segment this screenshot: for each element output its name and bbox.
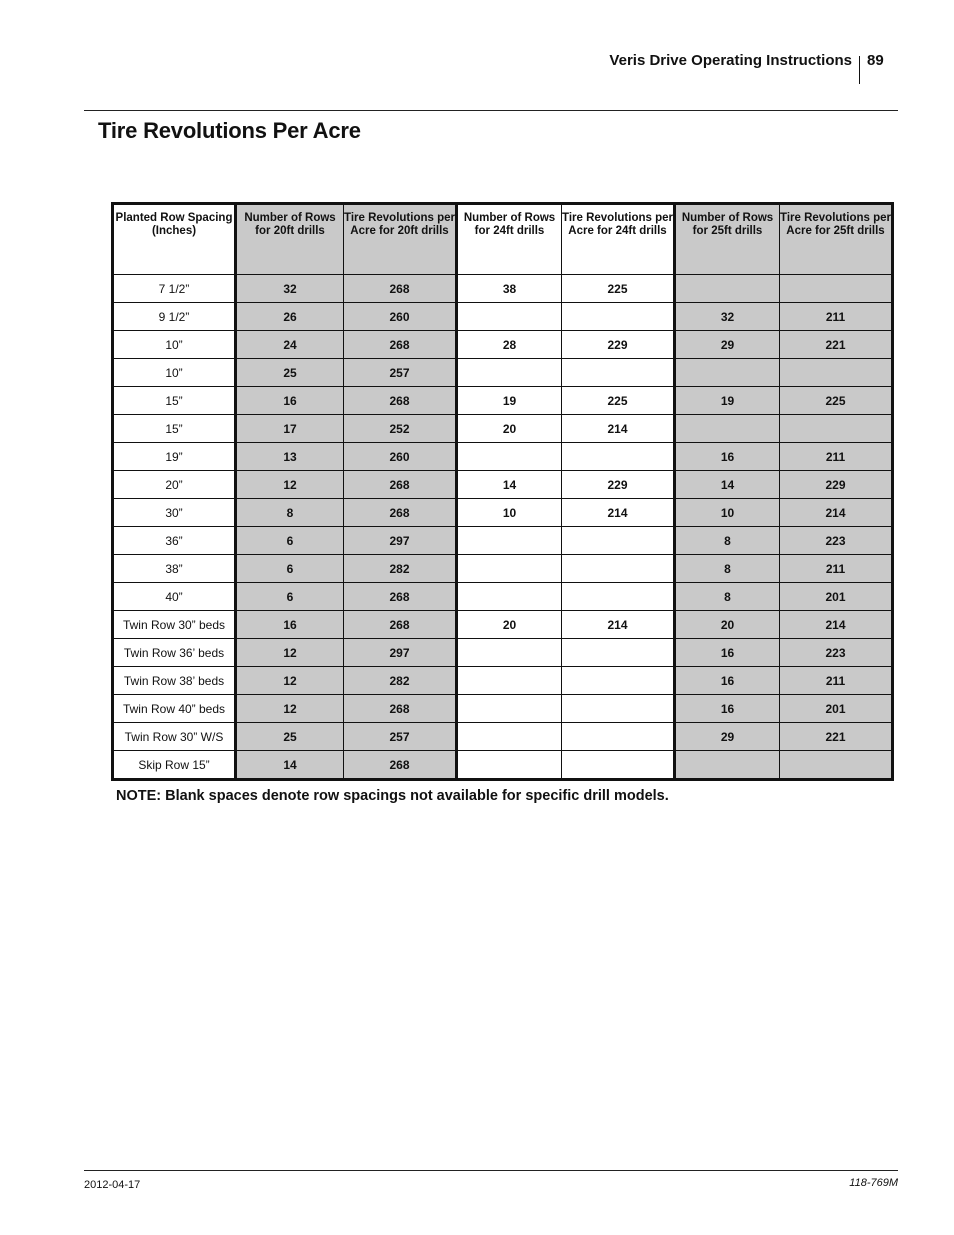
- value-cell: 19: [675, 387, 780, 415]
- value-cell: [457, 695, 562, 723]
- value-cell: 225: [780, 387, 893, 415]
- value-cell: 10: [457, 499, 562, 527]
- value-cell: 20: [675, 611, 780, 639]
- value-cell: 268: [344, 387, 457, 415]
- table-row: [113, 331, 893, 359]
- value-cell: [780, 275, 893, 303]
- tire-revolutions-table: [111, 202, 894, 781]
- note-text: NOTE: Blank spaces denote row spacings not available for specific drill models.: [116, 788, 669, 804]
- value-cell: 260: [344, 443, 457, 471]
- value-cell: 14: [457, 471, 562, 499]
- bottom-rule: [84, 1170, 898, 1171]
- value-cell: 268: [344, 751, 457, 780]
- value-cell: 252: [344, 415, 457, 443]
- value-cell: [457, 359, 562, 387]
- value-cell: [562, 443, 675, 471]
- value-cell: 223: [780, 527, 893, 555]
- value-cell: 16: [675, 639, 780, 667]
- value-cell: 25: [236, 359, 344, 387]
- table-row: [113, 275, 893, 303]
- value-cell: [780, 359, 893, 387]
- row-spacing-cell: Twin Row 38’ beds: [113, 667, 236, 695]
- value-cell: 268: [344, 471, 457, 499]
- table-body: [113, 275, 893, 780]
- value-cell: 211: [780, 303, 893, 331]
- value-cell: 12: [236, 639, 344, 667]
- value-cell: 268: [344, 611, 457, 639]
- table-row: [113, 499, 893, 527]
- value-cell: 268: [344, 583, 457, 611]
- value-cell: 8: [675, 555, 780, 583]
- value-cell: [780, 415, 893, 443]
- value-cell: 282: [344, 667, 457, 695]
- column-header: Tire Revolutions per Acre for 20ft drills: [344, 204, 457, 275]
- value-cell: 12: [236, 695, 344, 723]
- value-cell: 19: [457, 387, 562, 415]
- value-cell: 26: [236, 303, 344, 331]
- row-spacing-cell: 19”: [113, 443, 236, 471]
- value-cell: [562, 303, 675, 331]
- value-cell: [562, 583, 675, 611]
- value-cell: 6: [236, 555, 344, 583]
- row-spacing-cell: 9 1/2”: [113, 303, 236, 331]
- page-title: Tire Revolutions Per Acre: [98, 118, 361, 143]
- value-cell: 16: [675, 667, 780, 695]
- value-cell: 229: [562, 331, 675, 359]
- column-header: Number of Rows for 20ft drills: [236, 204, 344, 275]
- value-cell: 297: [344, 527, 457, 555]
- value-cell: [457, 751, 562, 780]
- value-cell: 214: [780, 611, 893, 639]
- value-cell: 223: [780, 639, 893, 667]
- value-cell: [562, 723, 675, 751]
- value-cell: 16: [236, 611, 344, 639]
- page-number: 89: [867, 52, 884, 69]
- value-cell: [457, 639, 562, 667]
- row-spacing-cell: Twin Row 30” beds: [113, 611, 236, 639]
- value-cell: [457, 443, 562, 471]
- value-cell: 8: [236, 499, 344, 527]
- value-cell: [562, 751, 675, 780]
- value-cell: 24: [236, 331, 344, 359]
- top-rule: [84, 110, 898, 111]
- value-cell: 282: [344, 555, 457, 583]
- row-spacing-cell: Twin Row 36’ beds: [113, 639, 236, 667]
- value-cell: 221: [780, 331, 893, 359]
- value-cell: 16: [236, 387, 344, 415]
- value-cell: 13: [236, 443, 344, 471]
- row-spacing-cell: 20”: [113, 471, 236, 499]
- table-row: [113, 415, 893, 443]
- row-spacing-cell: Twin Row 30” W/S: [113, 723, 236, 751]
- row-spacing-cell: Twin Row 40” beds: [113, 695, 236, 723]
- table-row: [113, 667, 893, 695]
- value-cell: 225: [562, 387, 675, 415]
- value-cell: 268: [344, 695, 457, 723]
- value-cell: 28: [457, 331, 562, 359]
- value-cell: 10: [675, 499, 780, 527]
- column-header: Planted Row Spacing (Inches): [113, 204, 236, 275]
- value-cell: 260: [344, 303, 457, 331]
- value-cell: 268: [344, 275, 457, 303]
- footer-date: 2012-04-17: [84, 1179, 141, 1191]
- column-header: Number of Rows for 24ft drills: [457, 204, 562, 275]
- value-cell: 6: [236, 527, 344, 555]
- value-cell: 229: [562, 471, 675, 499]
- value-cell: 12: [236, 667, 344, 695]
- value-cell: 211: [780, 443, 893, 471]
- value-cell: 20: [457, 611, 562, 639]
- row-spacing-cell: 10”: [113, 331, 236, 359]
- value-cell: 225: [562, 275, 675, 303]
- row-spacing-cell: 15”: [113, 415, 236, 443]
- value-cell: 32: [675, 303, 780, 331]
- value-cell: 6: [236, 583, 344, 611]
- value-cell: [675, 415, 780, 443]
- value-cell: 214: [562, 611, 675, 639]
- value-cell: 221: [780, 723, 893, 751]
- row-spacing-cell: Skip Row 15”: [113, 751, 236, 780]
- row-spacing-cell: 10”: [113, 359, 236, 387]
- value-cell: 214: [562, 415, 675, 443]
- value-cell: 8: [675, 583, 780, 611]
- value-cell: 8: [675, 527, 780, 555]
- table-row: [113, 723, 893, 751]
- value-cell: 214: [562, 499, 675, 527]
- value-cell: [562, 527, 675, 555]
- table-row: [113, 359, 893, 387]
- value-cell: 29: [675, 723, 780, 751]
- table-row: [113, 303, 893, 331]
- table-header-row: [113, 204, 893, 275]
- value-cell: 211: [780, 667, 893, 695]
- row-spacing-cell: 7 1/2”: [113, 275, 236, 303]
- value-cell: 268: [344, 499, 457, 527]
- value-cell: 32: [236, 275, 344, 303]
- value-cell: [562, 667, 675, 695]
- table-row: [113, 695, 893, 723]
- value-cell: [675, 275, 780, 303]
- value-cell: 14: [675, 471, 780, 499]
- value-cell: 211: [780, 555, 893, 583]
- value-cell: [457, 303, 562, 331]
- value-cell: 16: [675, 695, 780, 723]
- row-spacing-cell: 38”: [113, 555, 236, 583]
- value-cell: 201: [780, 695, 893, 723]
- row-spacing-cell: 30”: [113, 499, 236, 527]
- row-spacing-cell: 36”: [113, 527, 236, 555]
- table-row: [113, 583, 893, 611]
- value-cell: 14: [236, 751, 344, 780]
- value-cell: 257: [344, 723, 457, 751]
- value-cell: 257: [344, 359, 457, 387]
- table-row: [113, 751, 893, 780]
- value-cell: [457, 583, 562, 611]
- column-header: Tire Revolutions per Acre for 25ft drills: [780, 204, 893, 275]
- value-cell: [780, 751, 893, 780]
- value-cell: [675, 359, 780, 387]
- value-cell: [562, 555, 675, 583]
- value-cell: 29: [675, 331, 780, 359]
- value-cell: 268: [344, 331, 457, 359]
- value-cell: 297: [344, 639, 457, 667]
- value-cell: [562, 359, 675, 387]
- value-cell: 201: [780, 583, 893, 611]
- table-row: [113, 639, 893, 667]
- footer-doc-number: 118-769M: [849, 1177, 898, 1189]
- value-cell: [675, 751, 780, 780]
- table-row: [113, 611, 893, 639]
- value-cell: [562, 639, 675, 667]
- value-cell: 229: [780, 471, 893, 499]
- table-row: [113, 387, 893, 415]
- row-spacing-cell: 15”: [113, 387, 236, 415]
- table-row: [113, 443, 893, 471]
- value-cell: 20: [457, 415, 562, 443]
- value-cell: 25: [236, 723, 344, 751]
- value-cell: [457, 667, 562, 695]
- value-cell: 12: [236, 471, 344, 499]
- header-divider: [859, 56, 860, 84]
- value-cell: [457, 723, 562, 751]
- column-header: Number of Rows for 25ft drills: [675, 204, 780, 275]
- table-row: [113, 555, 893, 583]
- column-header: Tire Revolutions per Acre for 24ft drills: [562, 204, 675, 275]
- value-cell: 38: [457, 275, 562, 303]
- row-spacing-cell: 40”: [113, 583, 236, 611]
- value-cell: 16: [675, 443, 780, 471]
- value-cell: [457, 555, 562, 583]
- value-cell: [457, 527, 562, 555]
- table-row: [113, 527, 893, 555]
- value-cell: 17: [236, 415, 344, 443]
- value-cell: [562, 695, 675, 723]
- table-row: [113, 471, 893, 499]
- header-title: Veris Drive Operating Instructions: [609, 52, 852, 69]
- value-cell: 214: [780, 499, 893, 527]
